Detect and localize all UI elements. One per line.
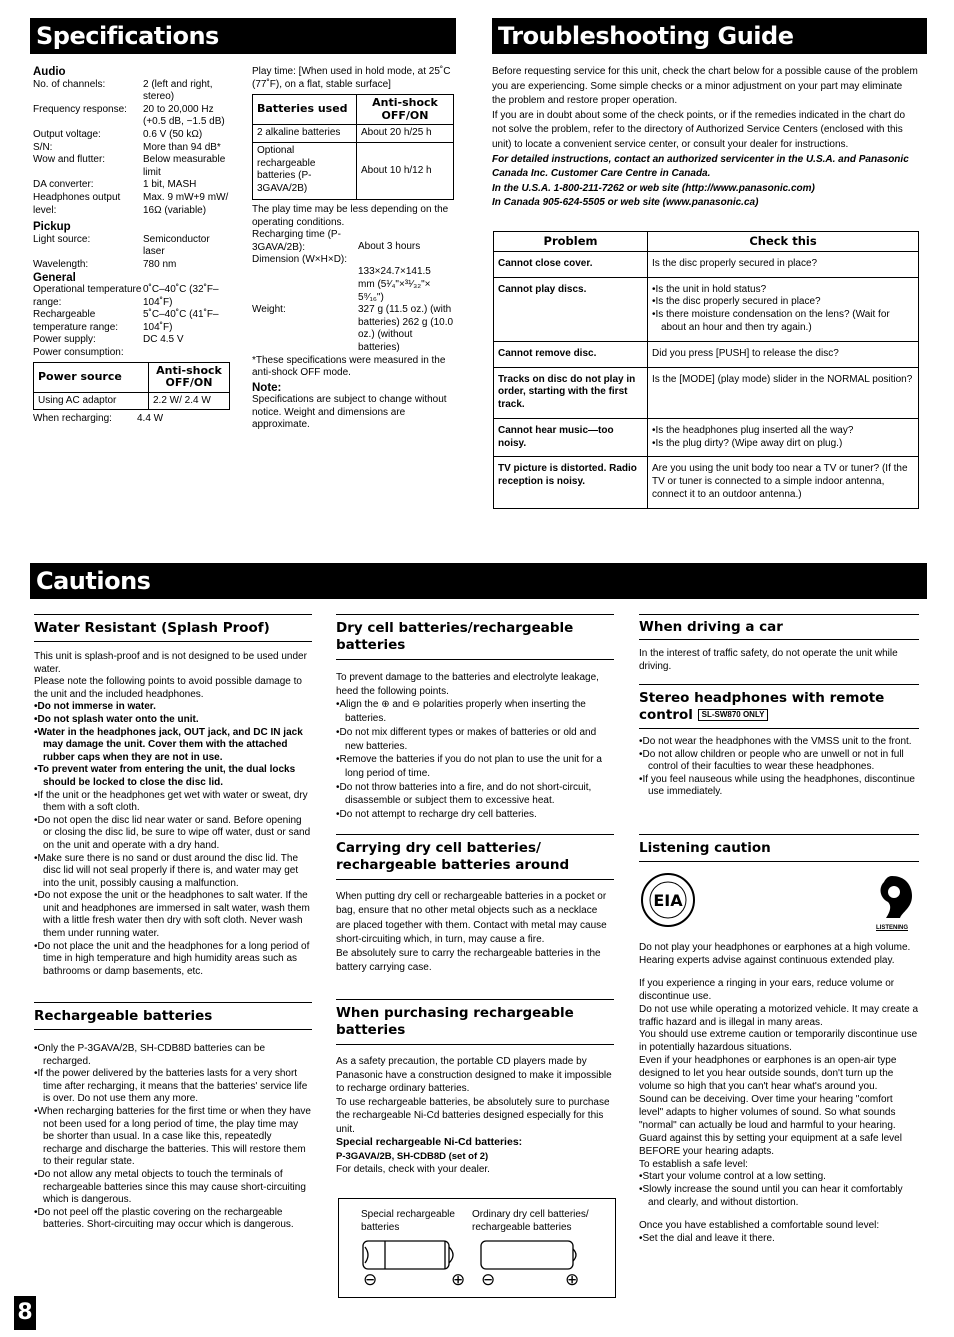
trouble-row xyxy=(494,418,919,457)
plus-terminal: ⊕ xyxy=(565,1270,580,1289)
recharging-time-value: About 3 hours xyxy=(358,241,421,253)
list-item-text: If the power delivered by the batteries lasts for a very short time after recharging, it means that the batteries' service life is over. Do not use them any more. xyxy=(37,1068,308,1105)
power-row-source: Using AC adaptor xyxy=(34,392,149,410)
eia-logo-text: EIA xyxy=(653,891,683,910)
water-p2: Please note the following points to avoid possible damage to the unit and the included headphones. xyxy=(34,676,302,700)
fig-label-ordinary: Ordinary dry cell batteries/ rechargeable batteries xyxy=(472,1209,589,1233)
check-text: Is there moisture condensation on the lens? (Wait for about an hour and then try again.) xyxy=(655,309,890,333)
check-text: Is the disc properly secured in place? xyxy=(652,257,818,269)
list-item: •Set the dial and leave it there. xyxy=(639,1233,775,1245)
list-item: •Do not open the disc lid near water or sand. Before opening or closing the disc lid, be sure to wipe off water, dust or sand on the unit and operate with a dry hand. xyxy=(34,814,311,851)
logo-caption: LISTENING xyxy=(875,924,908,931)
spec-value: 0˚C–40˚C (32˚F–104˚F) xyxy=(143,284,219,308)
spec-value: More than 94 dB* xyxy=(143,141,221,153)
list-item-text: Only the P-3GAVA/2B, SH-CDB8D batteries can be recharged. xyxy=(37,1043,266,1067)
list-item: •Do not wear the headphones with the VMSS unit to the front. xyxy=(639,736,912,747)
spec-footnote: *These specifications were measured in the anti-shock OFF mode. xyxy=(252,354,446,379)
list-item: •Align the ⊕ and ⊖ polarities properly when inserting the batteries. xyxy=(336,699,586,725)
problem-cell: Tracks on disc do not play in order, starting with the first track. xyxy=(494,367,648,418)
spec-row xyxy=(33,79,233,104)
list-item: •Do not throw batteries into a fire, and do not short-circuit, disassemble or subject them to excessive heat. xyxy=(336,781,592,807)
check-text: Is the [MODE] (play mode) slider in the NORMAL position? xyxy=(652,373,913,385)
power-row-value: 2.2 W/ 2.4 W xyxy=(149,392,230,410)
problem-cell: Cannot close cover. xyxy=(494,251,648,277)
water-p1: This unit is splash-proof and is not designed to be used under water. xyxy=(34,651,307,675)
contact-text-3: In Canada 905-624-5505 or web site (www.panasonic.ca) xyxy=(492,197,759,209)
list-item-text: Make sure there is no sand or dust around the disc lid. The disc lid will not seal properly if there is, and water may get into the unit, possibly causing a malfunction. xyxy=(37,852,299,889)
spec-value: 780 nm xyxy=(143,258,177,270)
note-text: Specifications are subject to change without notice. Weight and dimensions are approximate. xyxy=(252,394,447,431)
troubleshooting-table xyxy=(493,231,919,509)
check-item: •Is the plug dirty? (Wipe away dirt on plug.) xyxy=(652,437,843,449)
listening-p8: To establish a safe level: xyxy=(639,1158,748,1170)
list-item: •Do not allow any metal objects to touch the terminals of rechargeable batteries since this may cause short-circuiting which is dangerous. xyxy=(34,1168,306,1206)
check-item: •Is the unit in hold status? xyxy=(652,283,767,295)
list-item-text: Do not expose the unit or the headphones to salt water. If the unit and headphones are immersed in salt water, wash them with a little fresh water then dry with soft cloth. Never wash them under running water. xyxy=(37,890,310,940)
list-item: •Remove the batteries if you do not plan to use the unit for a long period of time. xyxy=(336,754,602,779)
purchasing-p2: To use rechargeable batteries, be absolutely sure to purchase the rechargeable Ni-Cd batteries designed especially for this unit. xyxy=(336,1096,610,1135)
list-item-text: Do not throw batteries into a fire, and do not short-circuit, disassemble or subject them to excessive heat. xyxy=(339,781,592,807)
carrying-p1: When putting dry cell or rechargeable batteries in a pocket or bag, ensure that no other metal objects such as a necklace are placed together with them. Contact with metal may cause short-circuiting which, in turn, may cause a fire. xyxy=(336,891,607,945)
list-item: •Do not expose the unit or the headphones to salt water. If the unit and headphones are immersed in salt water, wash them with a little fresh water then dry with soft cloth. Never wash them under running water. xyxy=(34,890,310,940)
spec-label: Power consumption: xyxy=(33,347,124,359)
check-text: Are you using the unit body too near a TV or tuner? (If the TV or tuner is connected to a simple indoor antenna, connect it to an outdoor antenna.) xyxy=(652,463,908,501)
list-item: •Do not peel off the plastic covering on the rechargeable batteries. Short-circuiting may occur which is dangerous. xyxy=(34,1206,294,1231)
check-cell xyxy=(648,457,919,508)
power-table xyxy=(33,362,230,411)
problem-cell: Cannot hear music—too noisy. xyxy=(494,418,648,457)
list-item: •If the power delivered by the batteries lasts for a very short time after recharging, it means that the batteries' service life is over. Do not use them any more. xyxy=(34,1068,308,1105)
troubleshooting-intro: Before requesting service for this unit, check the chart below for a possible cause of the problem you are experiencing. Some simple checks or a minor adjustment on your part may eliminate the problem and restore proper operation. xyxy=(492,66,918,107)
troubleshooting-intro-2: If you are in doubt about some of the check points, or if the remedies indicated in the chart do not solve the problem, refer to the directory of Authorized Service Centers (enclosed with this unit) to locate a convenient service center, or consult your dealer for instructions. xyxy=(492,109,906,150)
listening-p2: If you experience a ringing in your ears, reduce volume or discontinue use. xyxy=(639,977,895,1002)
trouble-row xyxy=(494,457,919,508)
spec-row xyxy=(33,334,233,347)
special-label: Special rechargeable Ni-Cd batteries: xyxy=(336,1136,523,1148)
driving-p1: In the interest of traffic safety, do not operate the unit while driving. xyxy=(639,648,898,672)
list-item-text: Do not attempt to recharge dry cell batteries. xyxy=(339,809,537,821)
driving-heading: When driving a car xyxy=(639,619,783,635)
contact-text-1: For detailed instructions, contact an authorized servicenter in the U.S.A. and Panasonic Canada Inc. Customer Care Centre in Canada. xyxy=(492,153,909,180)
check-item xyxy=(652,374,914,387)
problem-cell: Cannot play discs. xyxy=(494,277,648,341)
spec-label: Operational temperature range: xyxy=(33,284,142,308)
troubleshooting-intro-block xyxy=(492,65,918,211)
list-item-text: To prevent water from entering the unit, the dual locks should be locked to close the disc lid. xyxy=(37,764,296,788)
divider xyxy=(336,999,614,1000)
spec-label: No. of channels: xyxy=(33,78,106,90)
list-item: •Only the P-3GAVA/2B, SH-CDB8D batteries can be recharged. xyxy=(34,1043,266,1067)
divider xyxy=(336,659,614,660)
dry-cell-heading: Dry cell batteries/rechargeable batteries xyxy=(336,620,574,653)
list-item: •Make sure there is no sand or dust around the disc lid. The disc lid will not seal properly if there is, and water may get into the unit, possibly causing a malfunction. xyxy=(34,852,299,889)
list-item-text: Do not peel off the plastic covering on the rechargeable batteries. Short-circuiting may occur which is dangerous. xyxy=(37,1206,294,1231)
problem-cell: Cannot remove disc. xyxy=(494,341,648,367)
page-number-box xyxy=(14,1296,36,1330)
specifications-title: Specifications xyxy=(36,22,219,50)
battery-figure xyxy=(338,1198,616,1298)
spec-value: Max. 9 mW+9 mW/ 16Ω (variable) xyxy=(143,191,229,216)
playtime-note: The play time may be less depending on the operating conditions. xyxy=(252,203,449,228)
list-item: •Do not attempt to recharge dry cell batteries. xyxy=(336,809,537,821)
check-cell xyxy=(648,277,919,341)
list-item-text: Do not wear the headphones with the VMSS unit to the front. xyxy=(642,736,912,747)
eia-logo xyxy=(640,872,696,928)
dimension-label: Dimension (W×H×D): xyxy=(252,254,348,266)
headphones-remote-heading xyxy=(639,690,919,724)
divider xyxy=(34,614,312,615)
list-item-text: Do not allow any metal objects to touch the terminals of rechargeable batteries since this may cause short-circuiting which is dangerous. xyxy=(37,1168,306,1206)
listening-p7: Guard against this by setting your equipment at a safe level BEFORE your hearing adapts. xyxy=(639,1132,902,1157)
recharging-time-label: Recharging time (P-3GAVA/2B): xyxy=(252,229,341,253)
note-heading: Note: xyxy=(252,381,282,394)
spec-row xyxy=(33,259,233,272)
spec-row xyxy=(33,142,233,155)
contact-text-2: In the U.S.A. 1-800-211-7262 or web site (http://www.panasonic.com) xyxy=(492,182,815,194)
listening-p4: You should use extreme caution or temporarily discontinue use in potentially hazardous situations. xyxy=(639,1029,918,1054)
cautions-banner xyxy=(30,563,927,599)
list-item-text: Do not place the unit and the headphones for a long period of time in high temperature and high humidity areas such as bathrooms or damp basements, etc. xyxy=(37,940,310,977)
list-item: •Do not splash water onto the unit. xyxy=(34,713,199,725)
purchasing-p1: As a safety precaution, the portable CD players made by Panasonic have a construction designed to make it impossible to recharge ordinary batteries. xyxy=(336,1056,612,1094)
spec-value: Below measurable limit xyxy=(143,154,226,178)
spec-row xyxy=(33,129,233,142)
check-cell xyxy=(648,341,919,367)
problem-cell: TV picture is distorted. Radio reception is noisy. xyxy=(494,457,648,508)
list-item-text: Align the ⊕ and ⊖ polarities properly when inserting the batteries. xyxy=(339,699,586,725)
divider xyxy=(639,684,919,685)
listening-heading: Listening caution xyxy=(639,840,771,856)
list-item: •To prevent water from entering the unit, the dual locks should be locked to close the disc lid. xyxy=(34,764,296,788)
ear-icon xyxy=(866,872,918,920)
divider xyxy=(639,639,919,640)
list-item: •If the unit or the headphones get wet with water or sweat, dry them with a soft cloth. xyxy=(34,789,308,814)
list-item-text: Remove the batteries if you do not plan to use the unit for a long period of time. xyxy=(339,754,602,779)
list-item: •Water in the headphones jack, OUT jack, and DC IN jack may damage the unit. Cover them with the attached rubber caps when they are not in use. xyxy=(34,726,303,763)
trouble-row xyxy=(494,341,919,367)
list-item: •Slowly increase the sound until you can hear it comfortably and clearly, and without distortion. xyxy=(639,1184,903,1209)
spec-row xyxy=(33,179,233,192)
spec-value: 20 to 20,000 Hz (+0.5 dB, −1.5 dB) xyxy=(143,103,225,128)
fig-label-special: Special rechargeable batteries xyxy=(361,1209,455,1233)
plus-terminal: ⊕ xyxy=(451,1270,466,1289)
list-item: •Start your volume control at a low setting. xyxy=(639,1171,826,1183)
headphones-remote-heading-text: Stereo headphones with remote control xyxy=(639,690,885,723)
trouble-row xyxy=(494,251,919,277)
trouble-row xyxy=(494,367,919,418)
list-item: •Do not place the unit and the headphones for a long period of time in high temperature and high humidity areas such as bathrooms or damp basements, etc. xyxy=(34,940,310,977)
recharging-label: When recharging: xyxy=(33,413,112,425)
list-item: •If you feel nauseous while using the headphones, discontinue use immediately. xyxy=(639,773,915,798)
list-item-text: If you feel nauseous while using the headphones, discontinue use immediately. xyxy=(642,773,915,798)
list-item-text: Slowly increase the sound until you can hear it comfortably and clearly, and without distortion. xyxy=(642,1184,903,1209)
battery-time-cell: About 10 h/12 h xyxy=(357,142,454,199)
battery-row xyxy=(253,125,454,143)
spec-label: Headphones output level: xyxy=(33,191,121,216)
spec-value: 0.6 V (50 kΩ) xyxy=(143,128,203,140)
weight-label: Weight: xyxy=(252,304,286,316)
special-models: P-3GAVA/2B, SH-CDB8D (set of 2) xyxy=(336,1150,489,1162)
check-item: •Is there moisture condensation on the lens? (Wait for about an hour and then try again.) xyxy=(652,309,890,333)
listening-p5: Even if your headphones or earphones is an open-air type designed to let you hear outside sounds, don't turn up the volume so high that you can't hear what's around you. xyxy=(639,1055,897,1093)
spec-value xyxy=(143,347,233,360)
general-heading: General xyxy=(33,271,76,284)
minus-terminal: ⊖ xyxy=(481,1270,496,1289)
purchasing-heading: When purchasing rechargeable batteries xyxy=(336,1005,574,1038)
list-item-text: If the unit or the headphones get wet with water or sweat, dry them with a soft cloth. xyxy=(37,789,308,814)
headphones-remote-section xyxy=(639,736,919,799)
spec-row xyxy=(33,309,233,334)
pickup-heading: Pickup xyxy=(33,221,71,234)
spec-label: Power supply: xyxy=(33,334,96,346)
check-text: Is the plug dirty? (Wipe away dirt on plug.) xyxy=(655,437,843,449)
check-text: Is the disc properly secured in place? xyxy=(655,296,821,308)
check-text: Did you press [PUSH] to release the disc? xyxy=(652,347,839,359)
check-cell xyxy=(648,251,919,277)
spec-value: 1 bit, MASH xyxy=(143,179,197,191)
check-text: Is the headphones plug inserted all the way? xyxy=(655,424,854,436)
check-cell xyxy=(648,367,919,418)
spec-row xyxy=(33,104,233,129)
hearing-logo xyxy=(866,872,918,930)
listening-p9: Once you have established a comfortable sound level: xyxy=(639,1220,880,1232)
battery-time-cell: About 20 h/25 h xyxy=(357,125,454,143)
check-item xyxy=(652,348,914,361)
check-text: Is the unit in hold status? xyxy=(655,283,767,295)
spec-label: Rechargeable temperature range: xyxy=(33,309,119,333)
rechargeable-section xyxy=(34,1043,312,1232)
spec-value: 5˚C–40˚C (41˚F–104˚F) xyxy=(143,309,219,333)
rechargeable-heading: Rechargeable batteries xyxy=(34,1008,213,1024)
list-item-text: Do not allow children or people who are unwell or not in full control of their faculties to wear these headphones. xyxy=(642,748,904,773)
list-item-text: Do not splash water onto the unit. xyxy=(37,713,199,725)
troubleshooting-title: Troubleshooting Guide xyxy=(498,22,794,50)
divider xyxy=(639,861,919,862)
dimension-value: 133×24.7×141.5 mm (5¹⁄₄"×³¹⁄₃₂"× 5⁹⁄₁₆") xyxy=(358,266,431,303)
carrying-heading: Carrying dry cell batteries/ rechargeable batteries around xyxy=(336,840,570,873)
listening-section xyxy=(639,942,919,1246)
spec-label: Light source: xyxy=(33,233,91,245)
list-item: •Do not mix different types or makes of batteries or old and new batteries. xyxy=(336,726,597,752)
audio-heading: Audio xyxy=(33,66,66,78)
spec-label: Frequency response: xyxy=(33,103,127,115)
specifications-banner xyxy=(30,18,456,54)
minus-terminal: ⊖ xyxy=(363,1270,378,1289)
spec-label: S/N: xyxy=(33,141,53,153)
divider xyxy=(336,1044,614,1045)
cautions-title: Cautions xyxy=(36,567,151,595)
divider xyxy=(34,1029,312,1030)
divider xyxy=(336,879,614,880)
spec-value: 2 (left and right, stereo) xyxy=(143,78,213,103)
spec-right-column xyxy=(252,66,454,432)
divider xyxy=(34,641,312,642)
power-head-mode: Anti-shock OFF/ON xyxy=(149,362,230,392)
list-item: •Do not allow children or people who are unwell or not in full control of their faculties to wear these headphones. xyxy=(639,748,904,773)
divider xyxy=(639,728,919,729)
spec-value: Semiconductor laser xyxy=(143,233,210,258)
check-item: •Is the disc properly secured in place? xyxy=(652,296,821,308)
carrying-section xyxy=(336,890,614,976)
spec-row xyxy=(33,154,233,179)
battery-cell: Optional rechargeable batteries (P-3GAVA/2B) xyxy=(253,142,357,199)
list-item-text: Do not open the disc lid near water or sand. Before opening or closing the disc lid, be sure to wipe off water, dust or sand on the unit and operate with a dry hand. xyxy=(37,814,311,851)
spec-left-column xyxy=(33,66,233,426)
spec-row xyxy=(33,192,233,217)
page-number: 8 xyxy=(17,1300,33,1325)
dry-cell-intro: To prevent damage to the batteries and electrolyte leakage, heed the following points. xyxy=(336,672,599,697)
playtime-intro: Play time: [When used in hold mode, at 25˚C (77˚F), on a flat, stable surface] xyxy=(252,66,451,90)
recharging-value: 4.4 W xyxy=(137,413,164,425)
head-problem: Problem xyxy=(494,232,648,252)
check-item: •Is the headphones plug inserted all the way? xyxy=(652,424,854,436)
check-item xyxy=(652,463,914,501)
spec-label: Wavelength: xyxy=(33,258,89,270)
power-head-source: Power source xyxy=(34,362,149,392)
dealer-text: For details, check with your dealer. xyxy=(336,1164,490,1175)
battery-head-batteries: Batteries used xyxy=(253,95,357,125)
purchasing-section xyxy=(336,1055,614,1177)
divider xyxy=(639,614,919,615)
water-section xyxy=(34,651,312,978)
driving-section xyxy=(639,648,919,673)
model-badge: SL-SW870 ONLY xyxy=(698,709,769,721)
list-item-text: Do not mix different types or makes of batteries or old and new batteries. xyxy=(339,726,597,752)
list-item-text: Set the dial and leave it there. xyxy=(642,1233,775,1245)
troubleshooting-banner xyxy=(492,18,927,54)
dry-cell-section xyxy=(336,671,614,822)
list-item-text: Do not immerse in water. xyxy=(37,701,156,713)
list-item-text: Water in the headphones jack, OUT jack, and DC IN jack may damage the unit. Cover them with the attached rubber caps when they are not in use. xyxy=(37,726,303,763)
weight-value: 327 g (11.5 oz.) (with batteries) 262 g (10.0 oz.) (without batteries) xyxy=(358,304,454,353)
battery-row xyxy=(253,142,454,199)
trouble-row xyxy=(494,277,919,341)
water-heading: Water Resistant (Splash Proof) xyxy=(34,620,270,636)
spec-row xyxy=(33,234,233,259)
battery-cell: 2 alkaline batteries xyxy=(253,125,357,143)
divider xyxy=(336,614,614,615)
listening-p6: Sound can be deceiving. Over time your hearing "comfort level" adapts to higher volumes of sound. So what sounds "normal" can actually be loud and harmful to your hearing. xyxy=(639,1093,896,1131)
spec-value: DC 4.5 V xyxy=(143,334,184,346)
spec-row xyxy=(33,347,233,360)
divider xyxy=(34,1002,312,1003)
divider xyxy=(336,834,614,835)
divider xyxy=(639,834,919,835)
special-battery-drawing xyxy=(363,1241,453,1269)
head-check: Check this xyxy=(648,232,919,252)
check-item xyxy=(652,258,914,271)
list-item: •Do not immerse in water. xyxy=(34,701,156,713)
listening-p1: Do not play your headphones or earphones at a high volume. Hearing experts advise against continuous extended play. xyxy=(639,942,911,966)
list-item-text: When recharging batteries for the first time or when they have not been used for a long period of time, the play time may be shorter than usual. In a case like this, repeatedly recharge and discharge the batteries. This will restore them to their regular state. xyxy=(37,1105,311,1168)
check-cell xyxy=(648,418,919,457)
battery-table xyxy=(252,94,454,200)
spec-row xyxy=(33,284,233,309)
spec-label: Output voltage: xyxy=(33,128,101,140)
spec-label: DA converter: xyxy=(33,179,94,191)
ordinary-battery-drawing xyxy=(481,1241,576,1269)
carrying-p2: Be absolutely sure to carry the rechargeable batteries in the battery carrying case. xyxy=(336,948,601,974)
listening-p3: Do not use while operating a motorized vehicle. It may create a traffic hazard and is illegal in many areas. xyxy=(639,1003,919,1028)
list-item-text: Start your volume control at a low setting. xyxy=(642,1171,826,1183)
spec-label: Wow and flutter: xyxy=(33,154,106,166)
list-item: •When recharging batteries for the first time or when they have not been used for a long period of time, the play time may be shorter than usual. In a case like this, repeatedly recharge and discharge the batteries. This will restore them to their regular state. xyxy=(34,1105,311,1168)
battery-head-mode: Anti-shock OFF/ON xyxy=(357,95,454,125)
